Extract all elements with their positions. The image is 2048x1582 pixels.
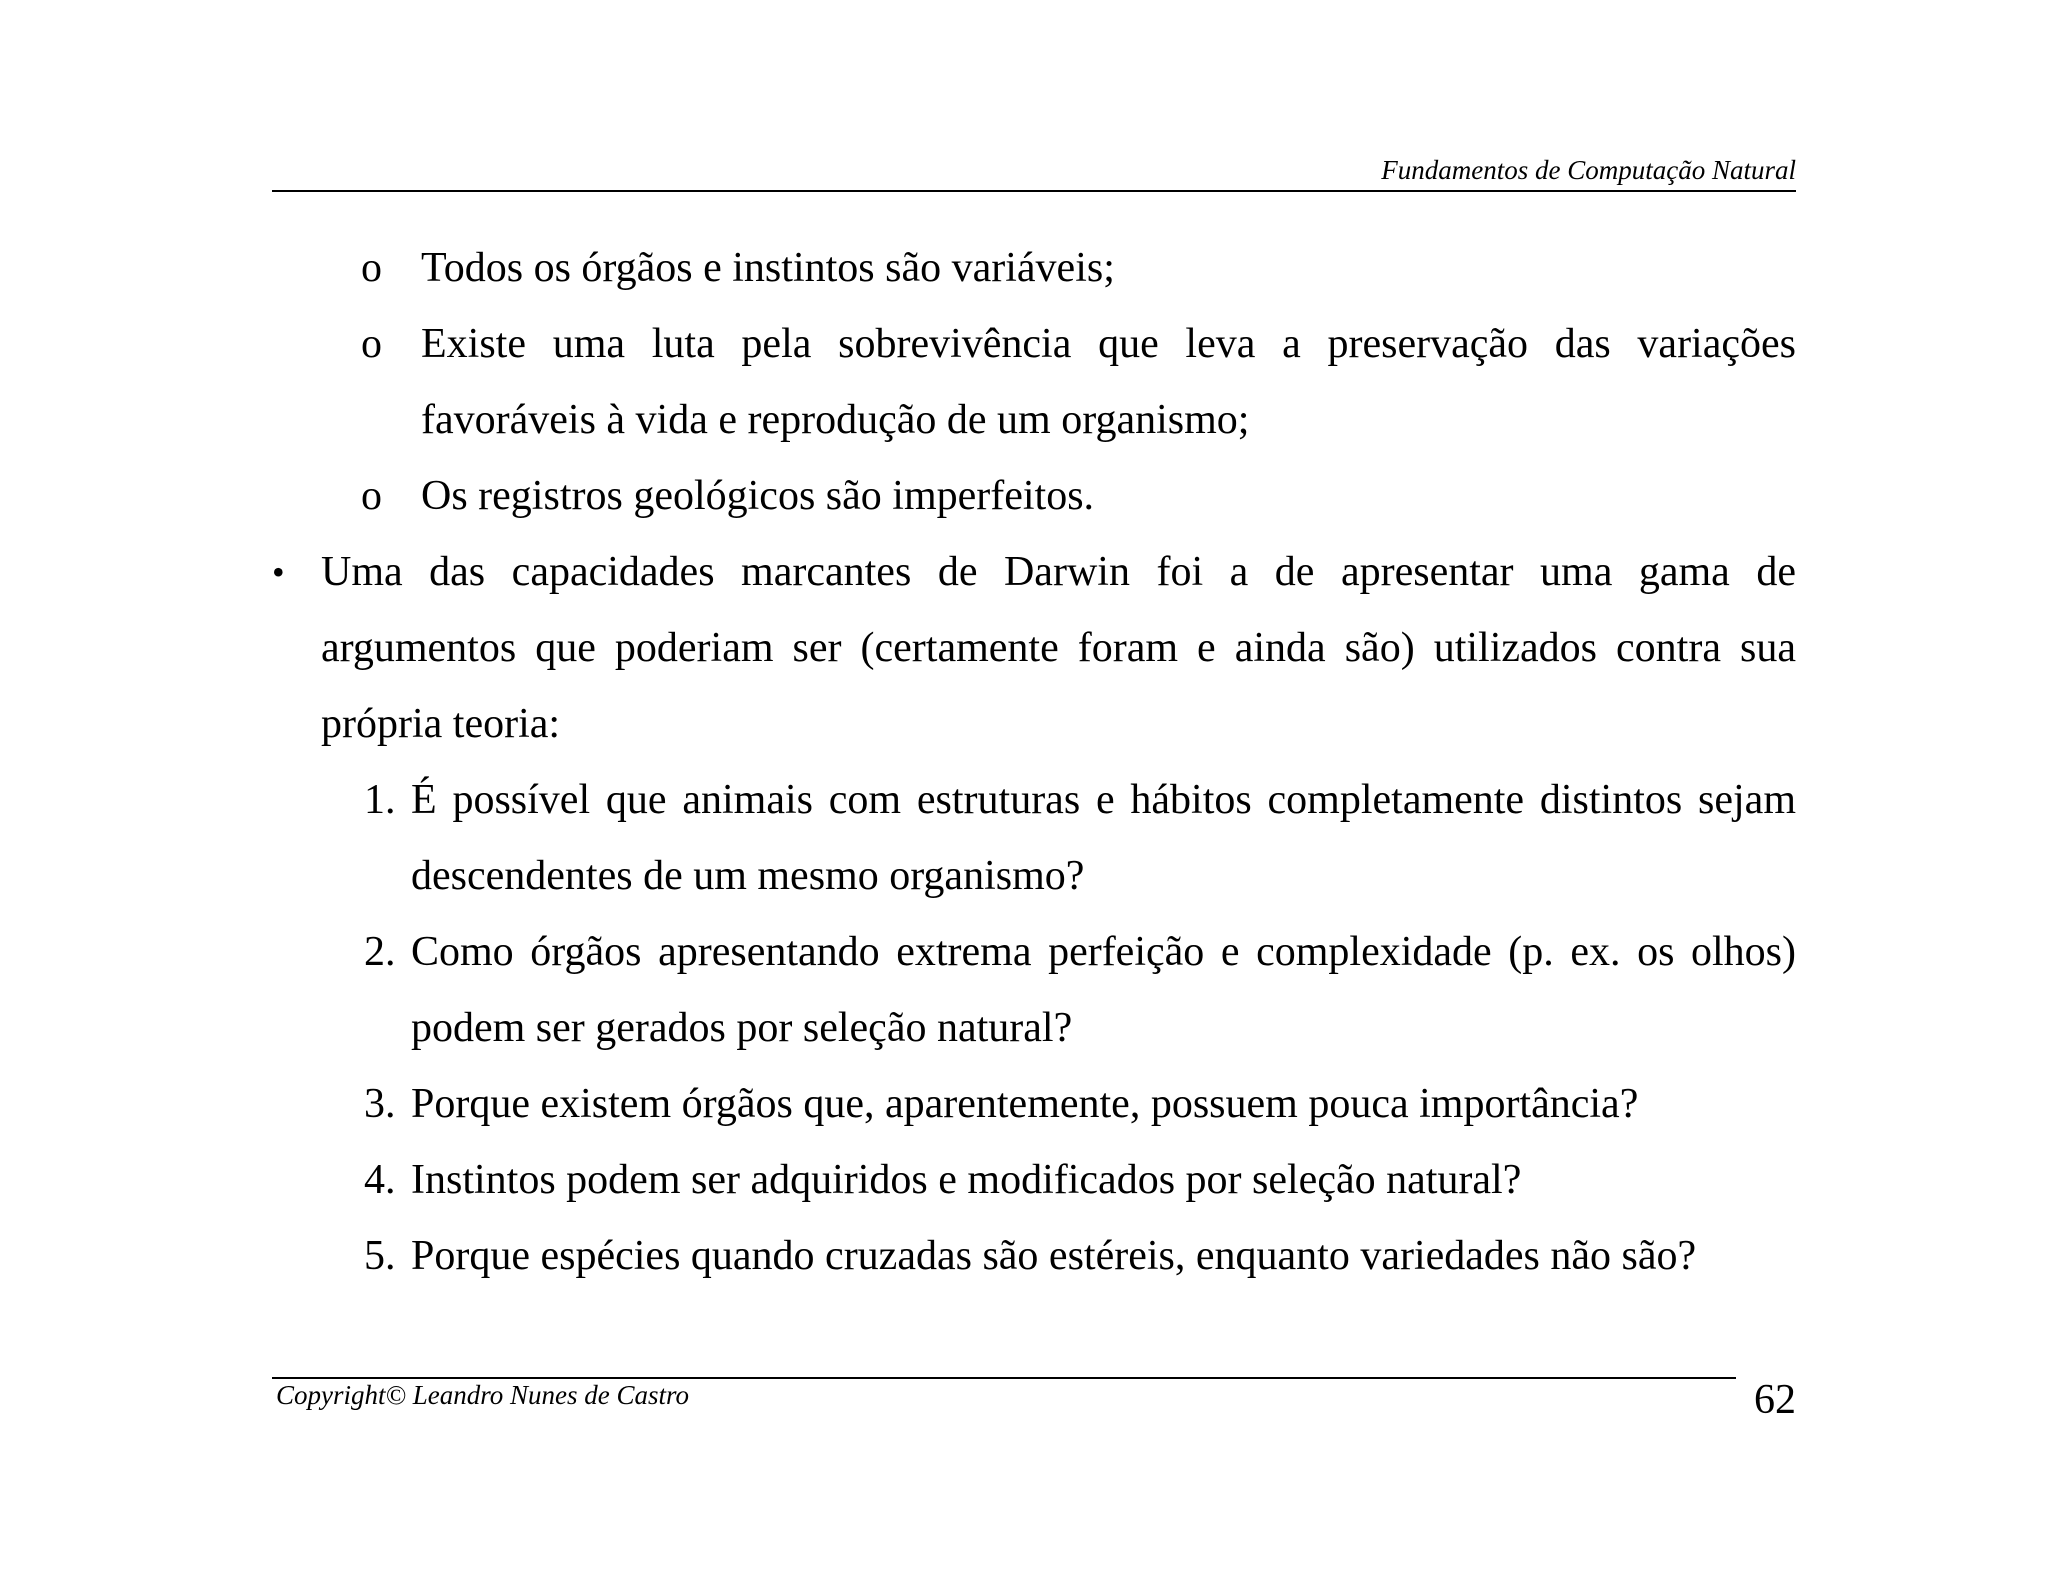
bullet-marker: •: [272, 552, 285, 592]
numbered-list-item: [272, 1066, 1796, 1142]
sub-list-item-text: Existe uma luta pela sobrevivência que leva a preservação das variações favoráveis à vida e reprodução de um organismo;: [421, 321, 1796, 443]
header-divider: [272, 190, 1796, 192]
circle-bullet-marker: o: [361, 245, 382, 291]
numbered-list-item: [272, 1218, 1796, 1294]
page-body: [272, 230, 1796, 1294]
sub-list-item: [272, 458, 1796, 534]
numbered-list-item-text: Porque existem órgãos que, aparentemente, possuem pouca importância?: [411, 1081, 1639, 1127]
number-marker: 5.: [364, 1233, 396, 1279]
number-marker: 1.: [364, 777, 396, 823]
circle-bullet-marker: o: [361, 473, 382, 519]
sub-list-item: [272, 230, 1796, 306]
numbered-list-item-text: Instintos podem ser adquiridos e modificados por seleção natural?: [411, 1157, 1522, 1203]
sub-list-item-text: Todos os órgãos e instintos são variáveis;: [421, 245, 1115, 291]
bullet-list-item: [272, 534, 1796, 762]
number-marker: 3.: [364, 1081, 396, 1127]
numbered-list-item: [272, 1142, 1796, 1218]
numbered-list-item-text: Como órgãos apresentando extrema perfeição e complexidade (p. ex. os olhos) podem ser gerados por seleção natural?: [411, 929, 1796, 1051]
bullet-list-item-text: Uma das capacidades marcantes de Darwin foi a de apresentar uma gama de argumentos que poderiam ser (certamente foram e ainda são) utilizados contra sua própria teoria:: [321, 549, 1796, 747]
sub-list-item-text: Os registros geológicos são imperfeitos.: [421, 473, 1095, 519]
number-marker: 2.: [364, 929, 396, 975]
sub-list-item: [272, 306, 1796, 458]
footer-divider: [272, 1377, 1736, 1379]
page-number: 62: [1754, 1377, 1796, 1423]
numbered-list-item-text: Porque espécies quando cruzadas são estéreis, enquanto variedades não são?: [411, 1233, 1697, 1279]
number-marker: 4.: [364, 1157, 396, 1203]
circle-bullet-marker: o: [361, 321, 382, 367]
numbered-list-item: [272, 914, 1796, 1066]
running-header: Fundamentos de Computação Natural: [1381, 155, 1796, 185]
numbered-list-item-text: É possível que animais com estruturas e hábitos completamente distintos sejam descendentes de um mesmo organismo?: [411, 777, 1796, 899]
copyright-notice: Copyright© Leandro Nunes de Castro: [276, 1380, 690, 1410]
numbered-list-item: [272, 762, 1796, 914]
